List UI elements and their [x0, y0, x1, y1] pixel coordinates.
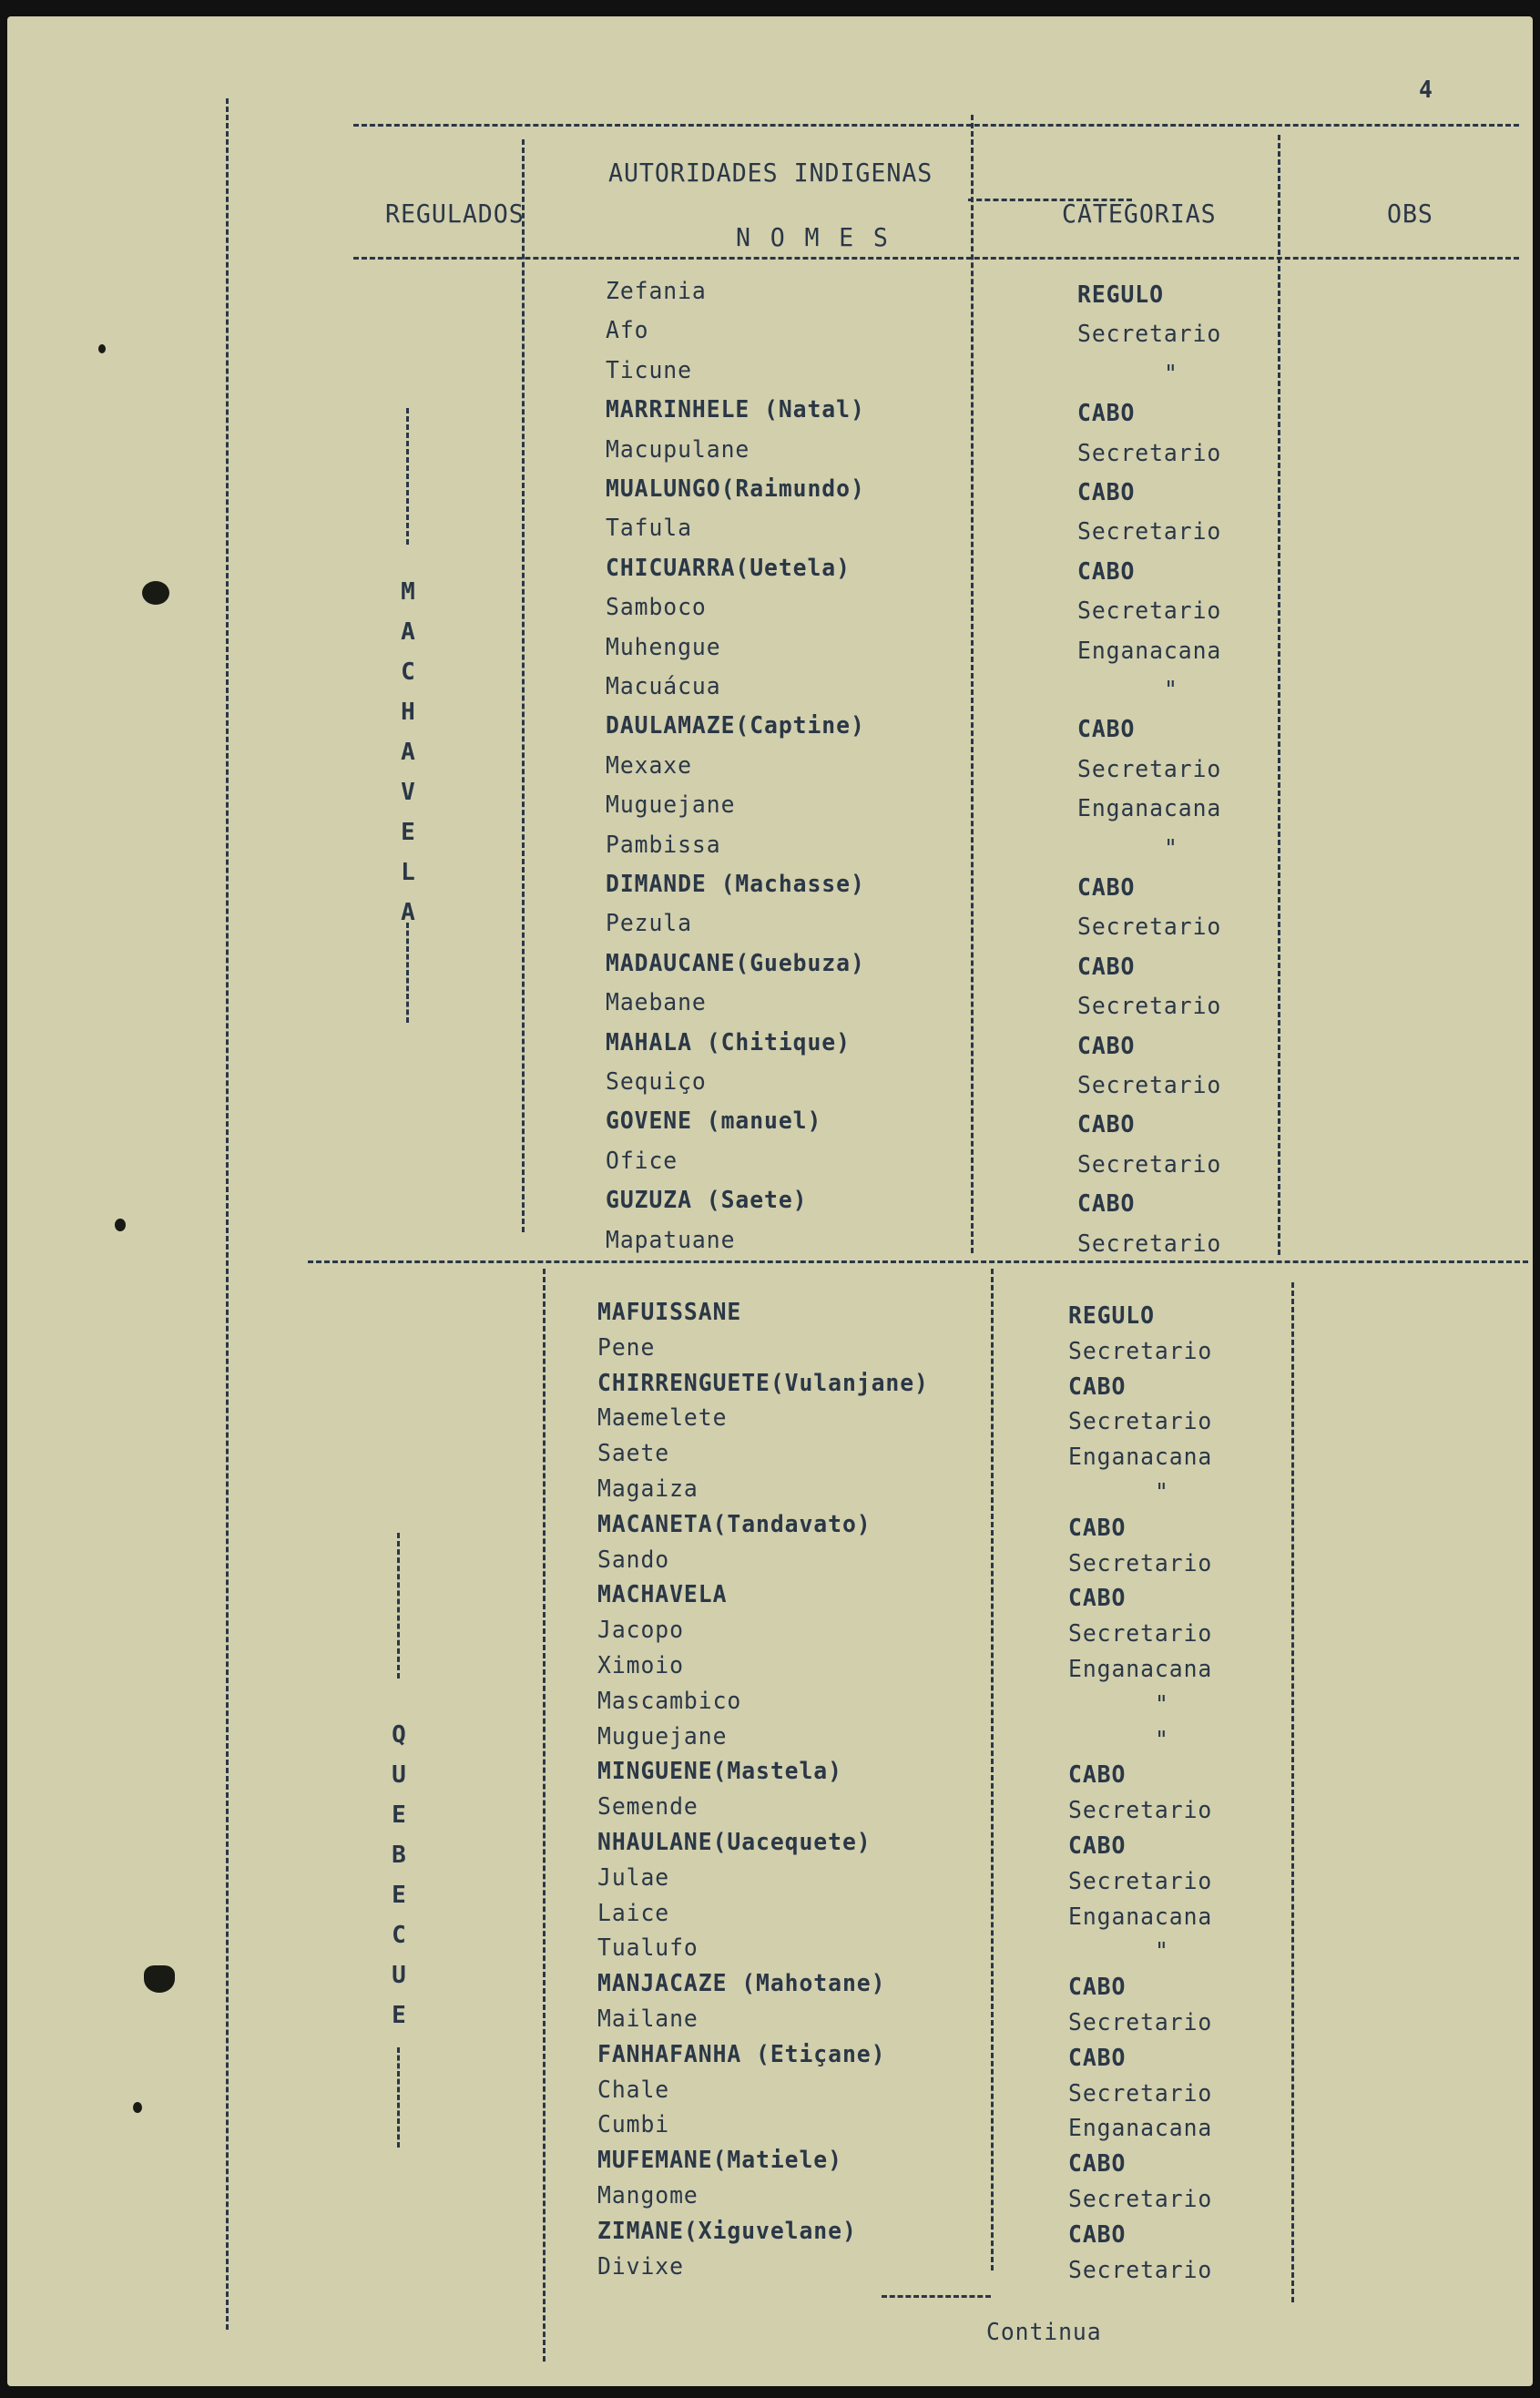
categoria-cell: CABO	[1077, 557, 1136, 586]
nome-cell: Chale	[597, 2076, 670, 2104]
regulado-bracket	[406, 923, 409, 1023]
categoria-cell: Enganacana	[1077, 637, 1222, 665]
categoria-cell: Secretario	[1077, 321, 1222, 349]
categoria-cell: CABO	[1077, 1032, 1136, 1060]
nome-cell: ZIMANE(Xiguvelane)	[597, 2217, 857, 2245]
categoria-cell: CABO	[1077, 1111, 1136, 1139]
document-page	[7, 16, 1533, 2386]
nome-cell: MADAUCANE(Guebuza)	[606, 949, 865, 977]
column-rule-nomes-categorias	[971, 115, 974, 1253]
punch-hole	[98, 344, 106, 353]
nome-cell: Semende	[597, 1793, 699, 1821]
nome-cell: Mexaxe	[606, 751, 692, 780]
nome-cell: Tualufo	[597, 1934, 699, 1963]
nome-cell: CHIRRENGUETE(Vulanjane)	[597, 1369, 929, 1397]
nome-cell: Sequiço	[606, 1068, 707, 1096]
column-rule-categorias-obs	[1291, 1282, 1294, 2302]
header-top-rule	[353, 124, 1519, 127]
categoria-cell: CABO	[1077, 716, 1136, 744]
nome-cell: Ofice	[606, 1147, 678, 1175]
categoria-cell: Secretario	[1077, 993, 1222, 1021]
categoria-cell: Secretario	[1068, 2256, 1213, 2284]
categoria-cell: Secretario	[1077, 439, 1222, 467]
categoria-cell: CABO	[1068, 2150, 1127, 2179]
nome-cell: Mascambico	[597, 1687, 742, 1715]
nome-cell: MAFUISSANE	[597, 1299, 742, 1326]
nome-cell: MANJACAZE (Mahotane)	[597, 1970, 886, 1998]
nome-cell: MAHALA (Chitique)	[606, 1028, 851, 1056]
categoria-cell: Secretario	[1077, 1072, 1222, 1099]
categoria-cell: Secretario	[1068, 1867, 1213, 1895]
nome-cell: MARRINHELE (Natal)	[606, 396, 865, 424]
categoria-cell: Secretario	[1068, 2079, 1213, 2107]
column-rule-regulados-nomes	[522, 139, 525, 1232]
categoria-cell: CABO	[1068, 1832, 1127, 1860]
nome-cell: Ticune	[606, 356, 692, 384]
categoria-cell: Enganacana	[1068, 1444, 1213, 1472]
categoria-cell: Secretario	[1068, 1620, 1213, 1648]
categoria-cell: Secretario	[1077, 1230, 1222, 1258]
categoria-cell: CABO	[1068, 1514, 1127, 1542]
categoria-cell: Enganacana	[1068, 2115, 1213, 2143]
nome-cell: Jacopo	[597, 1617, 684, 1645]
categoria-cell: Secretario	[1077, 597, 1222, 626]
nome-cell: Macupulane	[606, 435, 750, 464]
categoria-cell: CABO	[1068, 1372, 1127, 1401]
categoria-cell: "	[1155, 1479, 1169, 1506]
nome-cell: Afo	[606, 317, 649, 345]
nome-cell: MUFEMANE(Matiele)	[597, 2147, 842, 2175]
nome-cell: Mailane	[597, 2005, 699, 2033]
header-autoridades: AUTORIDADES INDIGENAS	[608, 158, 933, 188]
nome-cell: Pambissa	[606, 831, 721, 859]
regulado-bracket	[397, 2047, 400, 2148]
nome-cell: Laice	[597, 1899, 670, 1927]
nome-cell: Mapatuane	[606, 1226, 736, 1254]
nome-cell: Mangome	[597, 2182, 699, 2209]
regulado-bracket	[397, 1533, 400, 1679]
nome-cell: Muhengue	[606, 633, 721, 661]
nome-cell: Zefania	[606, 278, 707, 305]
categoria-cell: CABO	[1068, 2220, 1127, 2249]
footer-continua: Continua	[986, 2319, 1102, 2346]
nome-cell: DAULAMAZE(Captine)	[606, 712, 865, 740]
categoria-cell: Secretario	[1077, 755, 1222, 783]
nome-cell: Maemelete	[597, 1404, 728, 1433]
nome-cell: GOVENE (manuel)	[606, 1107, 822, 1136]
categoria-cell: CABO	[1068, 1761, 1127, 1790]
nome-cell: MINGUENE(Mastela)	[597, 1758, 842, 1786]
nome-cell: MACHAVELA	[597, 1581, 728, 1609]
header-bottom-rule	[353, 257, 1519, 260]
categoria-cell: Secretario	[1068, 2009, 1213, 2036]
categoria-cell: "	[1155, 1938, 1169, 1966]
nome-cell: Pene	[597, 1333, 656, 1362]
categoria-cell: Enganacana	[1077, 795, 1222, 823]
column-rule-categorias-obs	[1278, 135, 1280, 1255]
nome-cell: Maebane	[606, 989, 707, 1017]
categoria-cell: CABO	[1077, 874, 1136, 902]
punch-hole	[142, 581, 169, 605]
nome-cell: Muguejane	[606, 791, 736, 820]
nome-cell: Macuácua	[606, 673, 721, 700]
nome-cell: Magaiza	[597, 1475, 699, 1503]
categoria-cell: CABO	[1077, 479, 1136, 506]
nome-cell: MUALUNGO(Raimundo)	[606, 475, 865, 503]
punch-hole	[144, 1965, 175, 1993]
categoria-cell: Secretario	[1077, 913, 1222, 942]
regulado-machavela-label: M A C H A V E L A	[401, 578, 415, 926]
regulado-quebecue-label: Q U E B E C U E	[392, 1721, 406, 2029]
nome-cell: GUZUZA (Saete)	[606, 1187, 808, 1215]
punch-hole	[115, 1219, 126, 1231]
nome-cell: Pezula	[606, 910, 692, 938]
categoria-cell: "	[1155, 1726, 1169, 1754]
categoria-cell: Secretario	[1077, 1150, 1222, 1179]
categoria-cell: Secretario	[1077, 518, 1222, 546]
nome-cell: Saete	[597, 1440, 670, 1468]
column-rule-regulados-nomes	[543, 1269, 546, 2362]
nome-cell: Ximoio	[597, 1652, 684, 1679]
categoria-cell: Secretario	[1068, 2186, 1213, 2213]
nome-cell: MACANETA(Tandavato)	[597, 1510, 872, 1538]
nome-cell: DIMANDE (Machasse)	[606, 871, 865, 898]
regulado-bracket	[406, 408, 409, 545]
left-margin-rule	[226, 98, 229, 2330]
categoria-cell: REGULO	[1077, 281, 1164, 309]
nome-cell: Sando	[597, 1546, 670, 1574]
categoria-cell: CABO	[1077, 953, 1136, 981]
categoria-cell: "	[1164, 360, 1178, 388]
categoria-cell: "	[1164, 834, 1178, 862]
categoria-cell: CABO	[1068, 2044, 1127, 2072]
categoria-cell: Secretario	[1068, 1797, 1213, 1825]
nome-cell: FANHAFANHA (Etiçane)	[597, 2040, 886, 2068]
nome-cell: Cumbi	[597, 2111, 670, 2139]
nome-cell: Tafula	[606, 515, 692, 543]
categoria-cell: Secretario	[1068, 1337, 1213, 1365]
categoria-cell: "	[1164, 677, 1178, 704]
header-nomes: N O M E S	[736, 222, 891, 252]
categoria-cell: Enganacana	[1068, 1656, 1213, 1683]
categoria-cell: Enganacana	[1068, 1903, 1213, 1931]
nome-cell: Samboco	[606, 594, 707, 622]
nome-cell: Muguejane	[597, 1722, 728, 1750]
column-rule-nomes-categorias	[991, 1269, 994, 2270]
categoria-cell: CABO	[1068, 1585, 1127, 1613]
header-regulados: REGULADOS	[385, 199, 525, 229]
categoria-cell: Secretario	[1068, 1408, 1213, 1436]
categoria-cell: Secretario	[1068, 1549, 1213, 1577]
header-obs: OBS	[1387, 199, 1433, 229]
nome-cell: CHICUARRA(Uetela)	[606, 554, 851, 582]
punch-hole	[133, 2102, 142, 2113]
categoria-cell: CABO	[1077, 1190, 1136, 1219]
footer-rule	[882, 2295, 991, 2298]
categoria-cell: "	[1155, 1690, 1169, 1719]
categoria-cell: REGULO	[1068, 1302, 1155, 1330]
nome-cell: NHAULANE(Uacequete)	[597, 1829, 872, 1856]
section-separator	[308, 1260, 1528, 1263]
nome-cell: Julae	[597, 1863, 670, 1892]
header-categorias: CATEGORIAS	[1062, 199, 1217, 229]
page-number: 4	[1419, 77, 1433, 104]
categoria-cell: CABO	[1068, 1974, 1127, 2002]
nome-cell: Divixe	[597, 2252, 684, 2281]
categoria-cell: CABO	[1077, 400, 1136, 428]
